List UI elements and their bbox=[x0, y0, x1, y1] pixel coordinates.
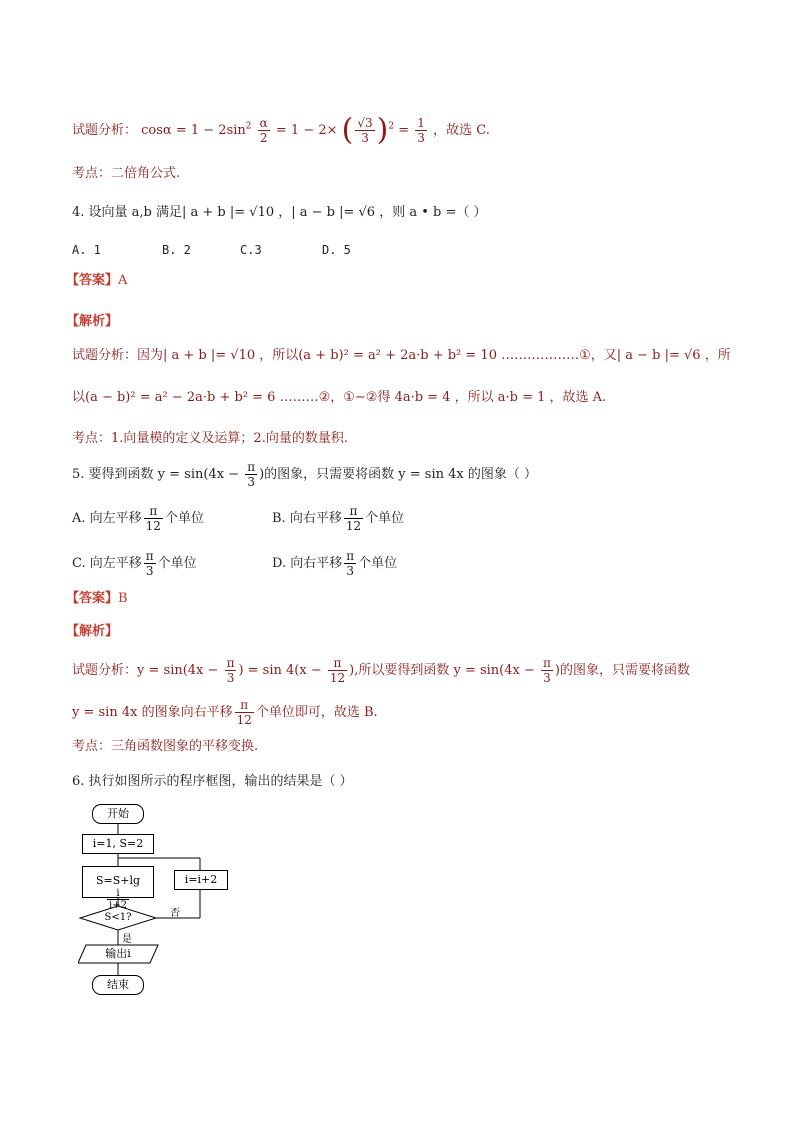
q4-stem: 4. 设向量 a,b 满足| a + b |= √10 ，| a − b |= √6 ，则 a • b =（ ） bbox=[72, 205, 487, 220]
q6-flowchart bbox=[78, 800, 258, 1010]
q5-point-label: 考点： bbox=[72, 739, 112, 754]
q5-option-b: B. 向右平移 $\frac{\pi}{12}$ 个单位 bbox=[272, 504, 405, 533]
q3-conclusion: ，故选 C. bbox=[433, 123, 490, 138]
q5-stem-b: )的图象，只需要将函数 y = sin 4x 的图象（ ） bbox=[259, 467, 538, 482]
q4-point-label: 考点： bbox=[72, 431, 112, 446]
flow-end: 结束 bbox=[92, 975, 144, 995]
q4-option-b: B. 2 bbox=[162, 243, 191, 257]
q3-point-text: 二倍角公式. bbox=[111, 166, 181, 181]
flow-no-label: 否 bbox=[170, 908, 180, 919]
q6-stem: 6. 执行如图所示的程序框图，输出的结果是（ ） bbox=[72, 774, 353, 789]
q3-point bbox=[72, 164, 180, 184]
q5-point-text: 三角函数图象的平移变换. bbox=[111, 739, 259, 754]
q3-analysis: 试题分析： $\cos\alpha = 1 - 2\sin^2$ $\frac{\alpha}{2}$ = 1 − 2× ( $\frac{√3}{3}$ )$^2$ = $\frac{1}{3}$ ，故选 C. bbox=[72, 112, 490, 148]
q3-alpha-over-2: $\frac{\alpha}{2}$ bbox=[259, 116, 268, 145]
q3-formula-mid: = 1 − 2× bbox=[275, 123, 338, 138]
q5-analysis-line2: y = sin 4x 的图象向右平移 $\frac{\pi}{12}$ 个单位即可，故选 B. bbox=[72, 698, 378, 727]
q4-option-d: D. 5 bbox=[322, 243, 351, 257]
q5-analysis-line1: 试题分析：y = sin(4x − $\frac{\pi}{3}$ ) = sin 4(x − $\frac{\pi}{12}$ ),所以要得到函数 y = sin(4x − $\frac{\pi}{3}$ )的图象，只需要将函数 bbox=[72, 656, 690, 685]
q5-answer-value: B bbox=[118, 591, 128, 606]
q3-one-third: $\frac{1}{3}$ bbox=[417, 116, 425, 145]
q5-option-c: C. 向左平移 $\frac{\pi}{3}$ 个单位 bbox=[72, 549, 197, 578]
flow-yes-label: 是 bbox=[122, 934, 132, 945]
q4-option-c: C.3 bbox=[240, 243, 262, 257]
q4-answer bbox=[66, 271, 127, 291]
q4-answer-label: 【答案】 bbox=[66, 273, 119, 288]
q5-point bbox=[72, 737, 258, 757]
flow-init: i=1, S=2 bbox=[82, 834, 154, 854]
q4-answer-value: A bbox=[118, 273, 128, 288]
flow-output: 输出i bbox=[105, 947, 131, 960]
q4-point-text: 1.向量模的定义及运算；2.向量的数量积. bbox=[111, 431, 348, 446]
q3-outer-exp: 2 bbox=[388, 121, 395, 132]
q4-point bbox=[72, 429, 348, 449]
q4-analysis-line1: 试题分析：因为| a + b |= √10 ，所以(a + b)² = a² + 2a·b + b² = 10 ………………①，又| a − b |= √6 ，所 bbox=[72, 348, 731, 363]
q3-sq-exp: 2 bbox=[245, 121, 252, 132]
q3-point-label: 考点： bbox=[72, 166, 112, 181]
flow-condition: S<1? bbox=[104, 912, 132, 923]
q5-answer bbox=[66, 589, 128, 609]
q5-stem bbox=[72, 460, 537, 489]
q5-option-d: D. 向右平移 $\frac{\pi}{3}$ 个单位 bbox=[272, 549, 398, 578]
flow-start: 开始 bbox=[92, 804, 144, 824]
q4-option-a: A. 1 bbox=[72, 243, 101, 257]
q3-analysis-label: 试题分析： bbox=[72, 123, 138, 138]
q5-analysis-header: 【解析】 bbox=[66, 624, 119, 639]
q5-stem-a: 5. 要得到函数 y = sin(4x − bbox=[72, 467, 244, 482]
q3-sqrt3-over-3: $\frac{√3}{3}$ bbox=[357, 116, 373, 145]
q5-answer-label: 【答案】 bbox=[66, 591, 119, 606]
q4-analysis-line2: 以(a − b)² = a² − 2a·b + b² = 6 ………②，①−②得 4a·b = 4 ，所以 a·b = 1 ，故选 A. bbox=[72, 390, 607, 405]
q3-formula-left: cosα = 1 − 2sin bbox=[141, 123, 246, 138]
q3-eq: = bbox=[398, 123, 414, 138]
flow-increment: i=i+2 bbox=[174, 870, 228, 890]
q4-analysis-header: 【解析】 bbox=[66, 314, 119, 329]
q5-option-a: A. 向左平移 $\frac{\pi}{12}$ 个单位 bbox=[72, 504, 204, 533]
flow-update: S=S+lg $\frac{i}{i+2}$ bbox=[82, 866, 154, 898]
q5-stem-pi-over-3: $\frac{\pi}{3}$ bbox=[247, 460, 256, 489]
